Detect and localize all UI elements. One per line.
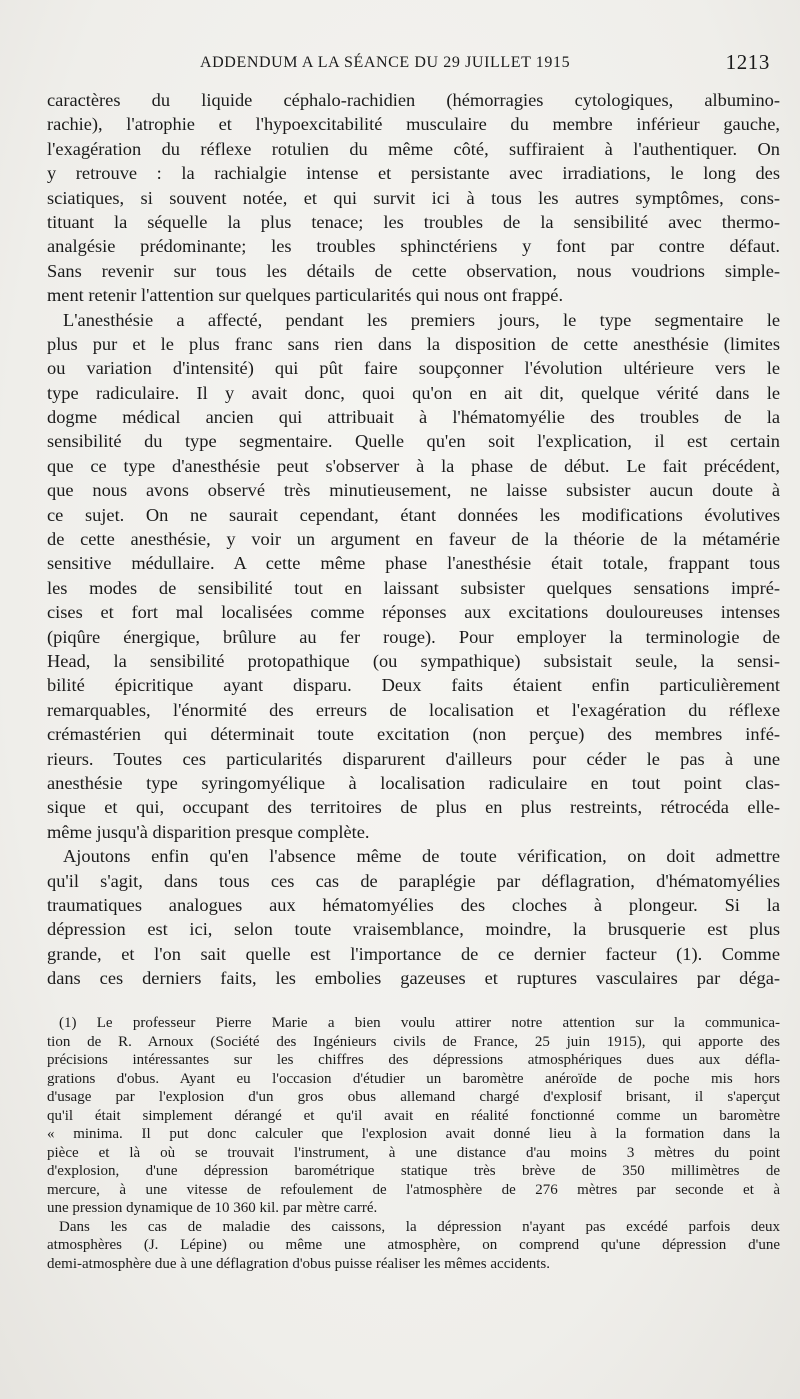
text-line: ce sujet. On ne saurait cependant, étant données les modifications évolutives <box>47 504 780 525</box>
footnote-line: qu'il était simplement dérangé et qu'il avait en réalité fonctionné comme un baromètre <box>47 1107 780 1124</box>
text-line: caractères du liquide céphalo-rachidien (hémorragies cytologiques, albumino- <box>47 90 780 110</box>
footnote-line: d'explosion, d'une dépression barométrique statique très brève de 350 millimètres de <box>47 1163 780 1179</box>
body-text <box>47 88 780 990</box>
text-line: ment retenir l'attention sur quelques particularités qui nous ont frappé. <box>47 285 564 306</box>
running-title: ADDENDUM A LA SÉANCE DU 29 JUILLET 1915 <box>200 54 571 71</box>
text-line: y retrouve : la rachialgie intense et persistante avec irradiations, le long des <box>47 163 780 184</box>
text-line: type radiculaire. Il y avait donc, quoi qu'on en ait dit, quelque vérité dans le <box>47 382 780 403</box>
text-line: remarquables, l'énormité des erreurs de localisation et l'exagération du réflexe <box>47 699 780 720</box>
footnote-line: d'usage par l'explosion d'un gros obus allemand chargé d'explosif brisant, il s'aperçut <box>47 1089 780 1105</box>
text-line: anesthésie type syringomyélique à localisation radiculaire en tout point clas- <box>47 772 780 793</box>
text-line: crémastérien qui déterminait toute excitation (non perçue) des membres infé- <box>47 724 780 745</box>
footnote-line: Dans les cas de maladie des caissons, la dépression n'ayant pas excédé parfois deux <box>59 1218 780 1235</box>
text-line: Ajoutons enfin qu'en l'absence même de toute vérification, on doit admettre <box>63 846 780 867</box>
text-line: ou variation d'intensité) qui pût faire soupçonner l'évolution ultérieure vers le <box>47 358 780 379</box>
text-line: les modes de sensibilité tout en laissant subsister quelques sensations impré- <box>47 577 780 598</box>
text-line: dans ces derniers faits, les embolies gazeuses et ruptures vasculaires par déga- <box>47 968 780 989</box>
text-line: grande, et l'on sait quelle est l'importance de ce dernier facteur (1). Comme <box>47 943 780 964</box>
footnote-line: précisions intéressantes sur les chiffres des dépressions atmosphériques dues aux défla- <box>47 1052 780 1068</box>
text-line: même jusqu'à disparition presque complète. <box>47 821 370 842</box>
footnote-line: (1) Le professeur Pierre Marie a bien voulu attirer notre attention sur la communica- <box>59 1015 780 1031</box>
text-line: sciatiques, si souvent notée, et qui survit ici à tous les autres symptômes, cons- <box>47 187 780 208</box>
text-line: qu'il s'agit, dans tous ces cas de paraplégie par déflagration, d'hématomyélies <box>47 870 780 891</box>
text-line: rieurs. Toutes ces particularités disparurent d'ailleurs pour céder le pas à une <box>47 748 780 769</box>
footnote-line: grations d'obus. Ayant eu l'occasion d'étudier un baromètre anéroïde de poche mis hors <box>47 1070 780 1087</box>
text-line: l'exagération du réflexe rotulien du même côté, suffiraient à l'authentiquer. On <box>47 138 780 159</box>
text-line: traumatiques analogues aux hématomyélies des cloches à plongeur. Si la <box>47 894 780 915</box>
page-header <box>200 50 770 78</box>
footnote-line: atmosphères (J. Lépine) ou même une atmosphère, on comprend qu'une dépression d'une <box>47 1237 780 1253</box>
footnote-line: une pression dynamique de 10 360 kil. par mètre carré. <box>47 1200 378 1216</box>
text-line: sique et qui, occupant des territoires de plus en plus restreints, rétrocéda elle- <box>47 797 780 818</box>
text-line: (piqûre énergique, brûlure au fer rouge). Pour employer la terminologie de <box>47 626 780 647</box>
footnote-line: demi-atmosphère due à une déflagration d'obus puisse réaliser les mêmes accidents. <box>47 1255 550 1272</box>
text-line: analgésie prédominante; les troubles sphinctériens y font par contre défaut. <box>47 236 780 257</box>
text-line: tituant la séquelle la plus tenace; les troubles de la sensibilité avec thermo- <box>47 211 780 232</box>
text-line: Head, la sensibilité protopathique (ou sympathique) subsistait seule, la sensi- <box>47 650 780 671</box>
footnotes <box>47 1014 780 1273</box>
text-line: de cette anesthésie, y voir un argument en faveur de la théorie de la métamérie <box>47 529 780 550</box>
text-line: L'anesthésie a affecté, pendant les premiers jours, le type segmentaire le <box>63 309 780 330</box>
page-number: 1213 <box>725 50 770 74</box>
text-line: que nous avons observé très minutieusement, ne laisse subsister aucun doute à <box>47 480 780 501</box>
text-line: bilité épicritique ayant disparu. Deux faits étaient enfin particulièrement <box>47 675 780 696</box>
text-line: dépression est ici, selon toute vraisemblance, moindre, la brusquerie est plus <box>47 919 780 940</box>
text-line: plus pur et le plus franc sans rien dans la disposition de cette anesthésie (limites <box>47 333 780 354</box>
text-line: cises et fort mal localisées comme réponses aux excitations douloureuses intenses <box>47 602 780 623</box>
text-line: que ce type d'anesthésie peut s'observer à la phase de début. Le fait précédent, <box>47 455 780 476</box>
text-line: sensitive médullaire. A cette même phase l'anesthésie était totale, frappant tous <box>47 553 780 574</box>
footnote-line: pièce et là où se trouvait l'instrument, à une distance d'au moins 3 mètres du point <box>47 1144 780 1161</box>
text-line: rachie), l'atrophie et l'hypoexcitabilité musculaire du membre inférieur gauche, <box>47 114 780 135</box>
footnote-line: tion de R. Arnoux (Société des Ingénieurs civils de France, 25 juin 1915), qui apporte des <box>47 1033 780 1050</box>
footnote-line: mercure, à une vitesse de refoulement de l'atmosphère de 276 mètres par seconde et à <box>47 1181 780 1198</box>
text-line: dogme médical ancien qui attribuait à l'hématomyélie des troubles de la <box>47 407 780 428</box>
footnote-line: « minima. Il put donc calculer que l'explosion avait donné lieu à la formation dans la <box>47 1126 780 1142</box>
text-line: sensibilité du type segmentaire. Quelle qu'en soit l'explication, il est certain <box>47 431 780 452</box>
text-line: Sans revenir sur tous les détails de cette observation, nous voudrions simple- <box>47 260 780 281</box>
